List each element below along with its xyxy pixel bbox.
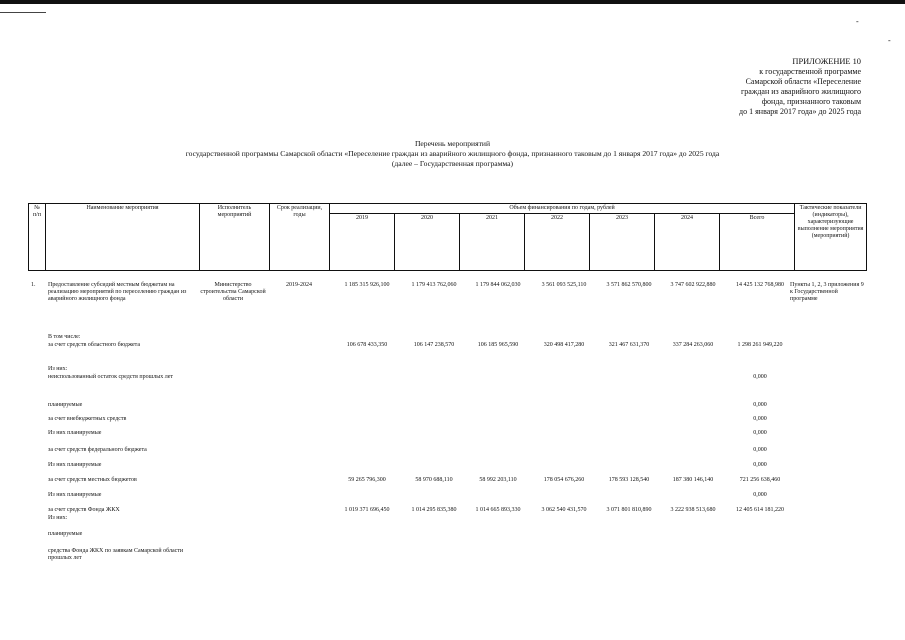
value-cell-total: 721 256 638,460 <box>739 477 781 483</box>
value-cell: 1 179 844 062,030 <box>475 282 521 288</box>
appendix-block <box>739 57 861 117</box>
appendix-line: Самарской области «Переселение <box>745 77 861 86</box>
appendix-line: до 1 января 2017 года» до 2025 года <box>739 107 861 116</box>
header-year-total: Всего <box>720 214 795 271</box>
value-cell: 3 571 862 570,800 <box>606 282 652 288</box>
value-cell: 3 222 938 513,680 <box>670 507 716 513</box>
value-cell-total: 0,000 <box>753 447 767 453</box>
row-label: за счет средств областного бюджета <box>48 342 141 348</box>
header-year: 2023 <box>590 214 655 271</box>
header-funding: Объем финансирования по годам, рублей <box>330 204 795 214</box>
row-label: Из них: <box>48 515 68 521</box>
value-cell-total: 0,000 <box>753 416 767 422</box>
document-subtitle-note: (далее – Государственная программа) <box>391 159 514 168</box>
value-cell: 3 071 801 810,890 <box>606 507 652 513</box>
row-label: за счет средств федерального бюджета <box>48 447 147 453</box>
value-cell: 1 019 371 696,450 <box>344 507 390 513</box>
scan-top-border <box>0 0 905 4</box>
row-label: планируемые <box>48 531 83 537</box>
appendix-line: фонда, признанного таковым <box>761 97 861 106</box>
value-cell: 106 678 433,350 <box>346 342 388 348</box>
measure-executor: Министерство строительства Самарской области <box>200 282 266 302</box>
row-label: за счет внебюджетных средств <box>48 416 127 422</box>
value-cell: 58 970 688,110 <box>415 477 453 483</box>
header-executor: Исполнитель мероприятий <box>200 204 270 271</box>
row-label: Из них: <box>48 366 68 372</box>
scan-mark: - <box>856 17 859 26</box>
row-label: Из них планируемые <box>48 462 102 468</box>
header-year: 2020 <box>395 214 460 271</box>
measures-table-header <box>28 203 867 271</box>
value-cell: 320 498 417,280 <box>543 342 585 348</box>
row-label: планируемые <box>48 402 83 408</box>
header-num: № п/п <box>29 204 46 271</box>
document-title: Перечень мероприятий <box>414 139 491 148</box>
value-cell-total: 0,000 <box>753 430 767 436</box>
value-cell: 3 747 602 922,880 <box>670 282 716 288</box>
value-cell-total: 14 425 132 768,980 <box>736 282 784 288</box>
value-cell: 321 467 631,370 <box>608 342 650 348</box>
header-name: Наименование мероприятия <box>46 204 200 271</box>
value-cell: 1 185 315 926,100 <box>344 282 390 288</box>
value-cell: 59 265 796,300 <box>348 477 386 483</box>
measure-indicators: Пункты 1, 2, 3 приложения 9 к Государственной программе <box>790 282 864 302</box>
row-label: Из них планируемые <box>48 492 102 498</box>
value-cell: 1 014 665 893,330 <box>475 507 521 513</box>
row-number: 1. <box>31 282 36 288</box>
value-cell: 1 179 413 762,060 <box>411 282 457 288</box>
header-year: 2022 <box>525 214 590 271</box>
value-cell: 106 185 965,590 <box>477 342 519 348</box>
value-cell: 1 014 295 835,380 <box>411 507 457 513</box>
value-cell: 337 284 263,060 <box>672 342 714 348</box>
scan-edge-line <box>0 12 46 13</box>
row-label: В том числе: <box>48 334 81 340</box>
appendix-heading: ПРИЛОЖЕНИЕ 10 <box>792 57 861 66</box>
header-year: 2024 <box>655 214 720 271</box>
measure-period: 2019-2024 <box>286 282 312 288</box>
measure-name: Предоставление субсидий местным бюджетам на реализацию мероприятий по переселению граждан из аварийного жилищного фонда <box>48 282 187 302</box>
header-indicators: Тактические показатели (индикаторы), характеризующие выполнение мероприятия (мероприятий) <box>795 204 867 271</box>
value-cell: 178 593 128,540 <box>608 477 650 483</box>
row-label: Из них планируемые <box>48 430 102 436</box>
value-cell-total: 0,000 <box>753 374 767 380</box>
value-cell: 3 561 093 525,110 <box>541 282 587 288</box>
value-cell: 3 062 540 431,570 <box>541 507 587 513</box>
value-cell-total: 12 405 614 181,220 <box>736 507 784 513</box>
value-cell-total: 0,000 <box>753 462 767 468</box>
row-label: за счет средств Фонда ЖКХ <box>48 507 120 513</box>
value-cell: 106 147 238,570 <box>413 342 455 348</box>
scan-mark: - <box>888 36 891 45</box>
header-year: 2021 <box>460 214 525 271</box>
value-cell: 187 380 146,140 <box>672 477 714 483</box>
value-cell: 178 054 676,260 <box>543 477 585 483</box>
appendix-line: к государственной программе <box>759 67 861 76</box>
row-label: средства Фонда ЖКХ по заявкам Самарской области прошлых лет <box>48 548 184 561</box>
value-cell-total: 0,000 <box>753 402 767 408</box>
value-cell: 58 992 203,110 <box>479 477 517 483</box>
value-cell-total: 1 298 261 949,220 <box>737 342 783 348</box>
row-label: неиспользованный остаток средств прошлых лет <box>48 374 174 380</box>
row-label: за счет средств местных бюджетов <box>48 477 137 483</box>
document-subtitle: государственной программы Самарской области «Переселение граждан из аварийного жилищного фонда, признанного таковым до 1 января 2017 года» до 2025 года <box>185 149 720 158</box>
value-cell-total: 0,000 <box>753 492 767 498</box>
header-year: 2019 <box>330 214 395 271</box>
appendix-line: граждан из аварийного жилищного <box>740 87 861 96</box>
header-period: Срок реализации, годы <box>270 204 330 271</box>
